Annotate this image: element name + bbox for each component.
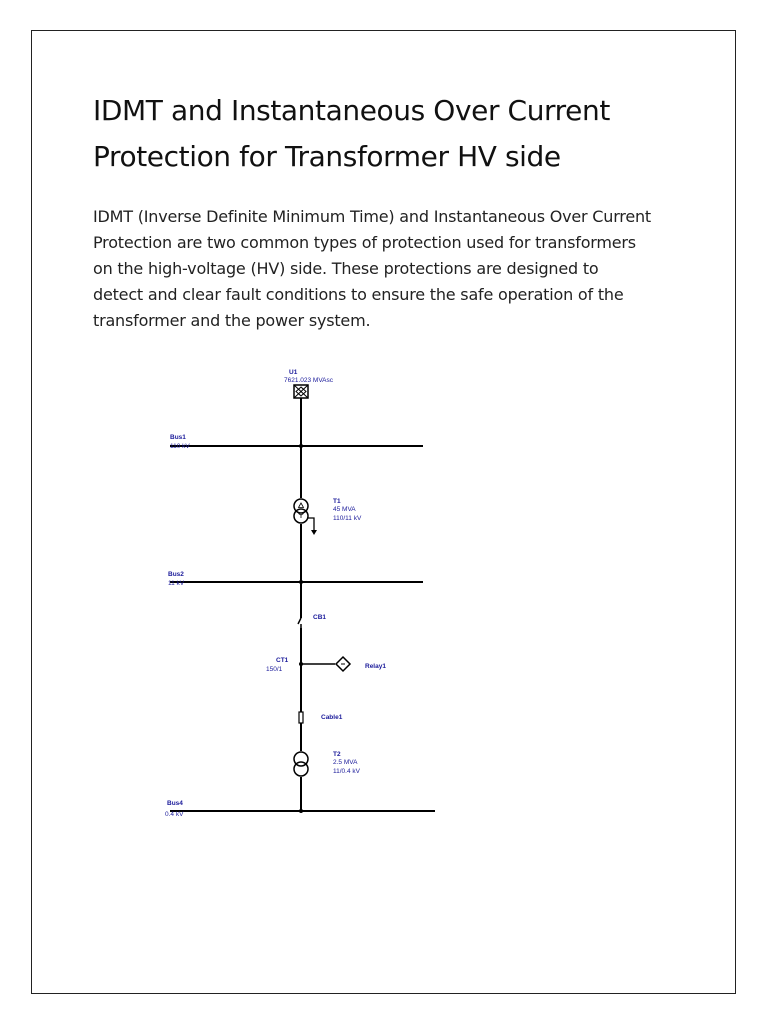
bus1-voltage: 110 kV xyxy=(170,443,190,450)
ct1-name: CT1 xyxy=(276,657,289,664)
t2-name: T2 xyxy=(333,751,341,758)
ct1-ratio: 150/1 xyxy=(266,666,283,673)
utility-source-symbol[interactable] xyxy=(294,385,308,398)
page-title: IDMT and Instantaneous Over Current Protection for Transformer HV side xyxy=(93,94,610,173)
bus1-node xyxy=(299,444,303,448)
transformer-t2-symbol[interactable] xyxy=(294,752,308,776)
bus2-name: Bus2 xyxy=(168,571,184,578)
intro-paragraph: IDMT (Inverse Definite Minimum Time) and Instantaneous Over Current Protection are two common types of protection used for transformers on the high-voltage (HV) side. These protections are designed to detect and clear fault conditions to ensure the safe operation of the transformer and the power system. xyxy=(93,207,651,330)
transformer-t1-symbol[interactable] xyxy=(294,499,317,535)
cable1-symbol[interactable] xyxy=(299,712,303,723)
bus1-name: Bus1 xyxy=(170,434,186,441)
bus4-node xyxy=(299,809,303,813)
source-rating: 7621.023 MVAsc xyxy=(284,377,334,384)
cable1-name: Cable1 xyxy=(321,714,343,721)
relay1-name: Relay1 xyxy=(365,663,386,670)
bus2-voltage: 11 kV xyxy=(168,580,185,587)
relay1-symbol[interactable] xyxy=(336,657,350,671)
t1-name: T1 xyxy=(333,498,341,505)
bus4-voltage: 0.4 kV xyxy=(165,811,184,818)
circuit-breaker-cb1-symbol[interactable] xyxy=(298,618,301,628)
t1-ratio: 110/11 kV xyxy=(333,515,362,522)
t2-ratio: 11/0.4 kV xyxy=(333,768,360,775)
cb1-name: CB1 xyxy=(313,614,327,621)
bus2-node xyxy=(299,580,303,584)
bus4-name: Bus4 xyxy=(167,800,183,807)
t1-rating: 45 MVA xyxy=(333,506,356,513)
t2-rating: 2.5 MVA xyxy=(333,759,358,766)
source-name: U1 xyxy=(289,369,298,376)
